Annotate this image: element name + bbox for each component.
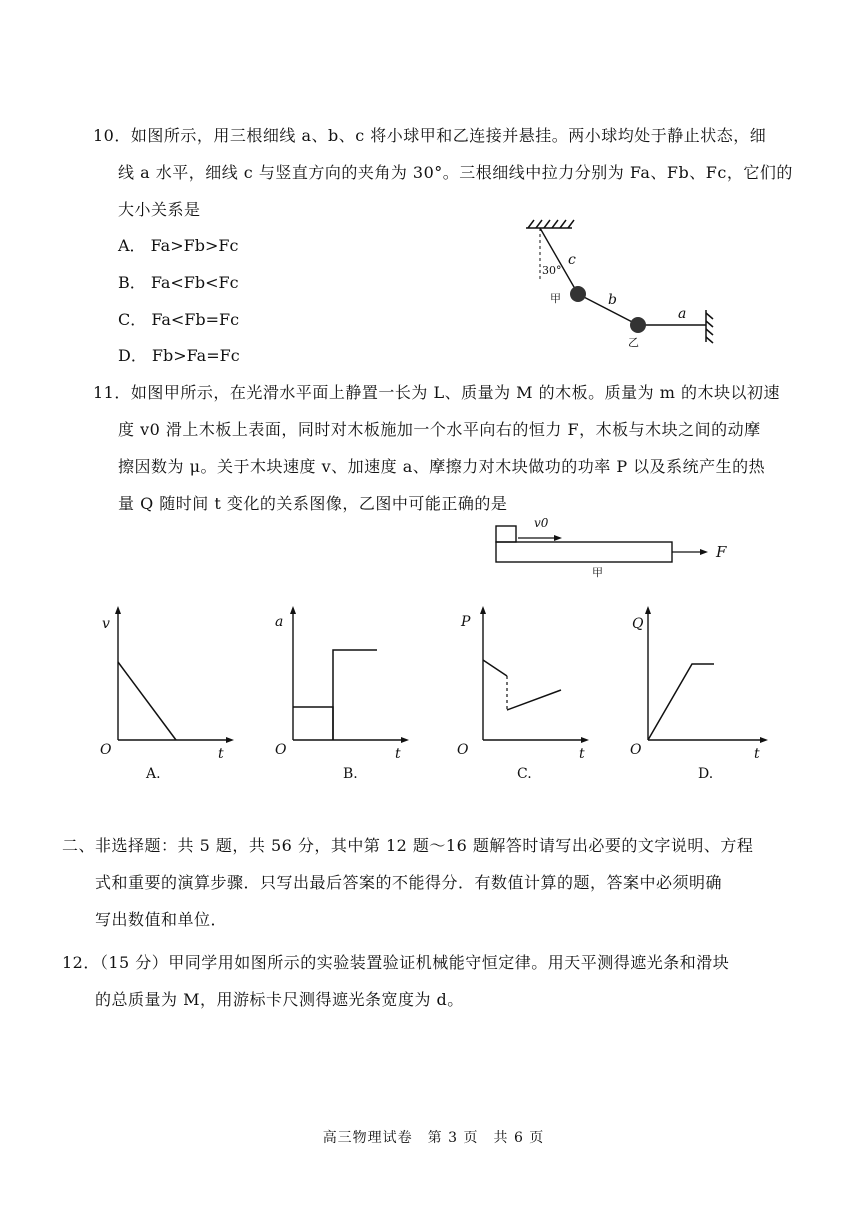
v0-arrowhead <box>554 535 562 541</box>
graph-c-segment-2 <box>507 690 561 710</box>
graph-c <box>455 600 605 790</box>
graph-d-origin: O <box>630 742 642 758</box>
graph-b-segment-1 <box>293 707 333 740</box>
graph-a-curve <box>118 662 176 740</box>
graph-d-option: D. <box>698 766 714 782</box>
graph-c-option: C. <box>517 766 532 782</box>
graph-a <box>90 600 240 790</box>
v0-label: v0 <box>534 516 549 530</box>
ball-yi-label: 乙 <box>628 336 639 349</box>
graph-b-origin: O <box>275 742 287 758</box>
long-board <box>496 542 672 562</box>
graph-b-option: B. <box>343 766 358 782</box>
string-c-label: c <box>568 252 576 268</box>
q10-option-d: D． Fb>Fa=Fc <box>118 346 240 365</box>
force-label: F <box>716 543 727 561</box>
graph-c-segment-1 <box>483 660 507 676</box>
q10-line-2: 线 a 水平，细线 c 与竖直方向的夹角为 30°。三根细线中拉力分别为 Fa、Fb、Fc，它们的 <box>118 163 793 182</box>
section2-line-2: 式和重要的演算步骤．只写出最后答案的不能得分．有数值计算的题，答案中必须明确 <box>95 873 723 892</box>
q10-suspension-figure <box>520 218 730 358</box>
graph-b-y-label: a <box>275 614 284 630</box>
q10-option-b: B． Fa<Fb<Fc <box>118 273 239 292</box>
graph-d-x-label: t <box>754 746 760 762</box>
graph-b-segment-2 <box>333 650 377 740</box>
ceiling-hatch <box>526 220 574 228</box>
angle-label: 30° <box>542 264 562 277</box>
graph-a-x-label: t <box>218 746 224 762</box>
section2-line-1: 二、非选择题：共 5 题，共 56 分，其中第 12 题～16 题解答时请写出必要的文字说明、方程 <box>62 836 754 855</box>
ball-yi <box>630 317 646 333</box>
wall-hatch <box>706 310 713 343</box>
graph-c-x-label: t <box>579 746 585 762</box>
q12-line-1: 12．（15 分）甲同学用如图所示的实验装置验证机械能守恒定律。用天平测得遮光条和滑块 <box>62 953 730 972</box>
q12-line-2: 的总质量为 M，用游标卡尺测得遮光条宽度为 d。 <box>95 990 464 1009</box>
q10-option-a: A． Fa>Fb>Fc <box>118 236 239 255</box>
graph-c-y-label: P <box>461 614 471 630</box>
graph-a-origin: O <box>100 742 112 758</box>
ball-jia <box>570 286 586 302</box>
string-b-label: b <box>608 292 617 308</box>
small-block <box>496 526 516 542</box>
graph-d-y-label: Q <box>632 616 644 632</box>
graph-b <box>265 600 415 790</box>
q11-board-figure <box>488 512 738 582</box>
graph-b-x-label: t <box>395 746 401 762</box>
q10-option-c: C． Fa<Fb=Fc <box>118 310 240 329</box>
q11-line-1: 11．如图甲所示，在光滑水平面上静置一长为 L、质量为 M 的木板。质量为 m 的木块以初速 <box>93 383 780 402</box>
section2-line-3: 写出数值和单位． <box>95 910 228 929</box>
q10-line-1: 10．如图所示，用三根细线 a、b、c 将小球甲和乙连接并悬挂。两小球均处于静止状态，细 <box>93 126 767 145</box>
q11-line-3: 擦因数为 μ。关于木块速度 v、加速度 a、摩擦力对木块做功的功率 P 以及系统产生的热 <box>118 457 766 476</box>
q11-line-4: 量 Q 随时间 t 变化的关系图像，乙图中可能正确的是 <box>118 494 508 513</box>
force-arrowhead <box>700 549 708 555</box>
graph-d <box>620 600 780 790</box>
graph-a-y-label: v <box>102 616 110 632</box>
page-footer: 高三物理试卷 第 3 页 共 6 页 <box>322 1130 545 1146</box>
string-a-label: a <box>678 306 687 322</box>
ball-jia-label: 甲 <box>550 292 561 305</box>
q11-line-2: 度 v0 滑上木板上表面，同时对木板施加一个水平向右的恒力 F，木板与木块之间的动摩 <box>118 420 761 439</box>
figure-jia-caption: 甲 <box>592 566 603 579</box>
graph-a-option: A. <box>146 766 161 782</box>
graph-c-origin: O <box>457 742 469 758</box>
q10-line-3: 大小关系是 <box>118 200 201 219</box>
graph-d-curve <box>648 664 714 740</box>
